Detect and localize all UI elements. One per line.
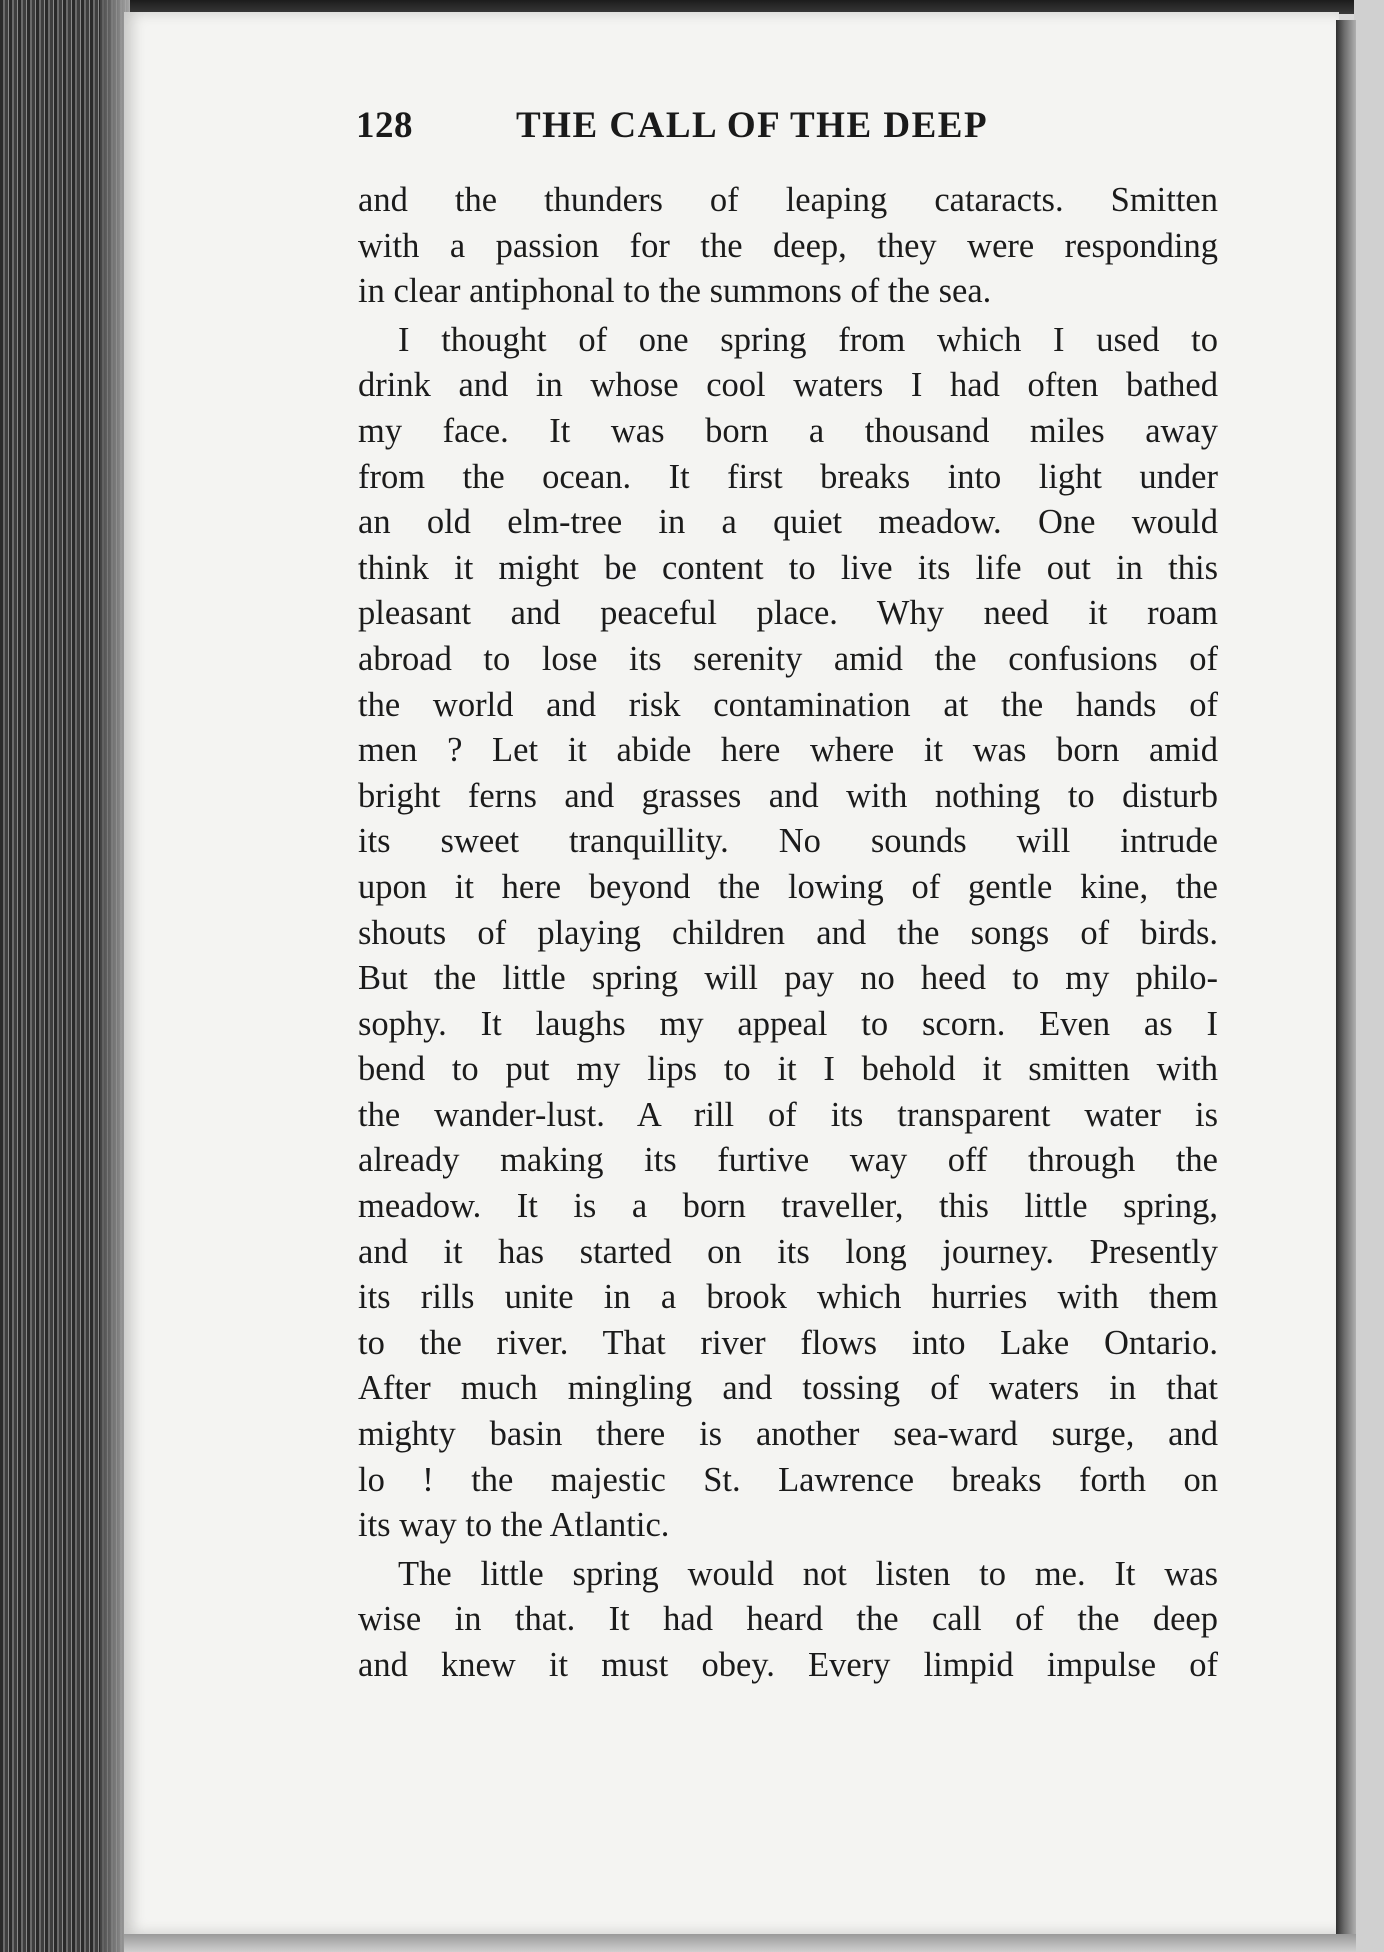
text-line: its way to the Atlantic.: [358, 1506, 670, 1545]
page-stack-edge: [0, 0, 130, 1952]
text-line: mighty basin there is another sea-ward surge, and: [358, 1415, 1218, 1454]
text-line: the wander-lust. A rill of its transparent water is: [358, 1095, 1218, 1134]
text-line: and it has started on its long journey. Presently: [358, 1232, 1218, 1271]
page-header: [356, 104, 1216, 160]
text-line: wise in that. It had heard the call of the deep: [358, 1600, 1218, 1639]
text-line: bend to put my lips to it I behold it smitten with: [358, 1050, 1218, 1089]
text-line: pleasant and peaceful place. Why need it roam: [358, 594, 1218, 633]
text-line: men ? Let it abide here where it was born amid: [358, 731, 1218, 770]
text-line: with a passion for the deep, they were responding: [358, 226, 1218, 265]
text-line: drink and in whose cool waters I had often bathed: [358, 366, 1218, 405]
running-head: THE CALL OF THE DEEP: [516, 105, 989, 146]
text-line: to the river. That river flows into Lake Ontario.: [358, 1323, 1218, 1362]
text-line: But the little spring will pay no heed to my philo-: [358, 959, 1218, 998]
text-line: meadow. It is a born traveller, this little spring,: [358, 1187, 1218, 1226]
text-line: lo ! the majestic St. Lawrence breaks forth on: [358, 1460, 1218, 1499]
text-line: bright ferns and grasses and with nothing to disturb: [358, 776, 1218, 815]
text-line: think it might be content to live its life out in this: [358, 548, 1218, 587]
text-line: sophy. It laughs my appeal to scorn. Even as I: [358, 1004, 1218, 1043]
page-right-edge: [1336, 20, 1356, 1940]
body-text: [358, 178, 1218, 1689]
text-line: abroad to lose its serenity amid the confusions of: [358, 639, 1218, 678]
text-line: the world and risk contamination at the hands of: [358, 685, 1218, 724]
text-line: an old elm-tree in a quiet meadow. One would: [358, 503, 1218, 542]
page-number: 128: [356, 105, 413, 146]
text-line: in clear antiphonal to the summons of the sea.: [358, 272, 992, 311]
text-line: After much mingling and tossing of waters in that: [358, 1369, 1218, 1408]
text-line: shouts of playing children and the songs of birds.: [358, 913, 1218, 952]
text-line: The little spring would not listen to me. It was: [398, 1554, 1218, 1593]
text-line: already making its furtive way off through the: [358, 1141, 1218, 1180]
text-line: and knew it must obey. Every limpid impulse of: [358, 1646, 1218, 1684]
text-line: my face. It was born a thousand miles away: [358, 411, 1218, 450]
text-line: and the thunders of leaping cataracts. Smitten: [358, 181, 1218, 219]
text-line: its sweet tranquillity. No sounds will intrude: [358, 822, 1218, 861]
text-line: its rills unite in a brook which hurries with them: [358, 1278, 1218, 1317]
background-right: [1354, 0, 1384, 1952]
text-line: upon it here beyond the lowing of gentle kine, the: [358, 867, 1218, 906]
text-line: from the ocean. It first breaks into light under: [358, 457, 1218, 496]
page-bottom-edge: [124, 1934, 1356, 1952]
text-line: I thought of one spring from which I used to: [398, 320, 1218, 359]
